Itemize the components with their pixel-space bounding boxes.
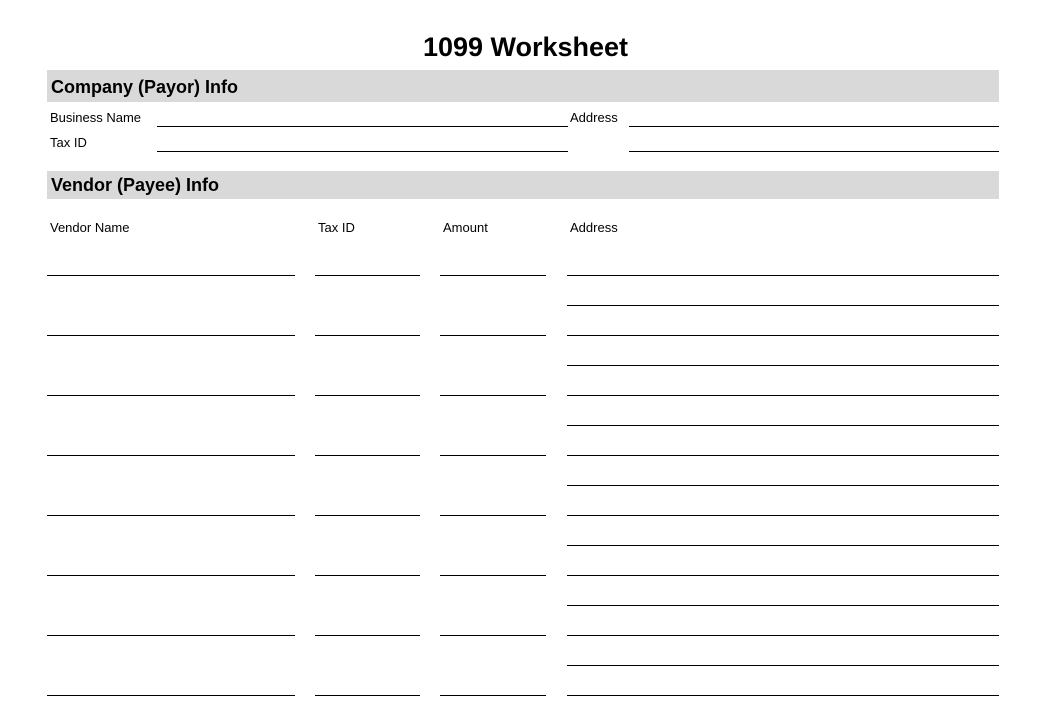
company-tax-id-field[interactable] (157, 151, 568, 152)
amount-column-header: Amount (443, 220, 488, 235)
vendor-address-column-header: Address (570, 220, 618, 235)
company-section-title: Company (Payor) Info (51, 77, 239, 97)
vendor-section-title: Vendor (Payee) Info (51, 175, 220, 195)
vendor-amount-field[interactable] (440, 335, 546, 336)
vendor-address-field-line2[interactable] (567, 545, 999, 546)
vendor-address-field-line1[interactable] (567, 275, 999, 276)
vendor-name-field[interactable] (47, 575, 295, 576)
vendor-amount-field[interactable] (440, 575, 546, 576)
vendor-address-field-line1[interactable] (567, 455, 999, 456)
vendor-address-field-line1[interactable] (567, 395, 999, 396)
vendor-amount-field[interactable] (440, 455, 546, 456)
vendor-amount-field[interactable] (440, 515, 546, 516)
company-address-field-line2[interactable] (629, 151, 999, 152)
vendor-address-field-line2[interactable] (567, 365, 999, 366)
vendor-name-field[interactable] (47, 335, 295, 336)
vendor-name-field[interactable] (47, 395, 295, 396)
vendor-address-field-line1[interactable] (567, 515, 999, 516)
vendor-address-field-line2[interactable] (567, 425, 999, 426)
vendor-address-field-line2[interactable] (567, 605, 999, 606)
vendor-amount-field[interactable] (440, 395, 546, 396)
vendor-tax-id-field[interactable] (315, 455, 420, 456)
vendor-address-field-line1[interactable] (567, 575, 999, 576)
company-tax-id-label: Tax ID (50, 135, 87, 150)
vendor-name-field[interactable] (47, 455, 295, 456)
vendor-section-header (47, 171, 999, 199)
vendor-tax-id-field[interactable] (315, 335, 420, 336)
vendor-amount-field[interactable] (440, 695, 546, 696)
vendor-tax-id-field[interactable] (315, 575, 420, 576)
vendor-tax-id-column-header: Tax ID (318, 220, 355, 235)
vendor-address-field-line2[interactable] (567, 485, 999, 486)
vendor-address-field-line2[interactable] (567, 665, 999, 666)
vendor-amount-field[interactable] (440, 635, 546, 636)
vendor-tax-id-field[interactable] (315, 275, 420, 276)
business-name-label: Business Name (50, 110, 142, 125)
vendor-tax-id-field[interactable] (315, 635, 420, 636)
company-address-label: Address (570, 110, 618, 125)
company-address-field-line1[interactable] (629, 126, 999, 127)
vendor-name-column-header: Vendor Name (50, 220, 130, 235)
page-title: 1099 Worksheet (422, 32, 629, 62)
vendor-name-field[interactable] (47, 635, 295, 636)
vendor-tax-id-field[interactable] (315, 515, 420, 516)
vendor-name-field[interactable] (47, 515, 295, 516)
vendor-amount-field[interactable] (440, 275, 546, 276)
vendor-name-field[interactable] (47, 275, 295, 276)
vendor-address-field-line1[interactable] (567, 335, 999, 336)
vendor-name-field[interactable] (47, 695, 295, 696)
vendor-address-field-line1[interactable] (567, 635, 999, 636)
vendor-tax-id-field[interactable] (315, 395, 420, 396)
company-section-header (47, 70, 999, 102)
vendor-tax-id-field[interactable] (315, 695, 420, 696)
vendor-address-field-line1[interactable] (567, 695, 999, 696)
business-name-field[interactable] (157, 126, 568, 127)
vendor-address-field-line2[interactable] (567, 305, 999, 306)
